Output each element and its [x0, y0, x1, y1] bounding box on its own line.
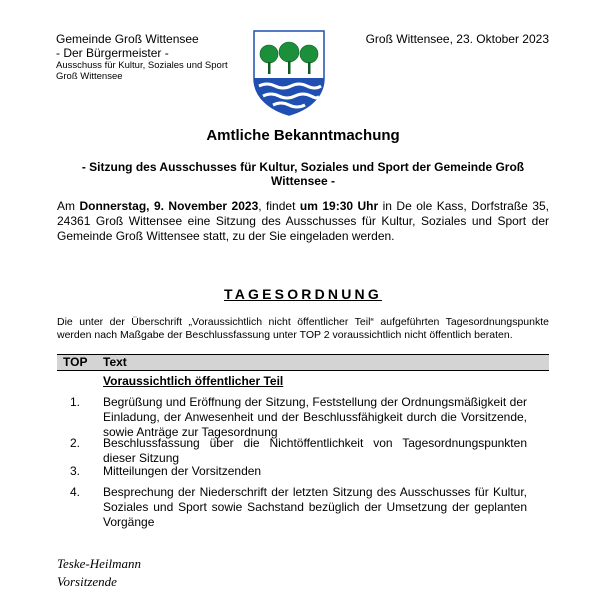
agenda-table-header [57, 354, 549, 371]
announcement-paragraph [57, 199, 549, 244]
agenda-item-number: 2. [69, 436, 80, 450]
page-title: Amtliche Bekanntmachung [206, 127, 400, 144]
agenda-item-text: Beschlussfassung über die Nichtöffentlichkeit von Tagesordnungspunkten dieser Sitzung [103, 436, 527, 465]
issuer-municipality: Gemeinde Groß Wittensee [56, 32, 199, 46]
issuer-committee: Ausschuss für Kultur, Soziales und Sport [56, 60, 228, 71]
agenda-item-number: 4. [69, 485, 80, 499]
meeting-time: um 19:30 Uhr [299, 199, 379, 213]
meeting-date: Donnerstag, 9. November 2023 [79, 199, 259, 213]
issuer-block [56, 32, 228, 82]
agenda-title: TAGESORDNUNG [224, 286, 382, 302]
announcement-text-3: in De ole Kass, Dorfstraße 35, 24361 Groß Wittensee eine Sitzung des Ausschusses für Kultur, Soziales und Sport der Gemeinde Groß Wittensee statt, zu der Sie eingeladen werden. [57, 199, 550, 243]
agenda-intro: Die unter der Überschrift „Voraussichtlich nicht öffentlicher Teil“ aufgeführten Tagesordnungspunkte werden nach Maßgabe der Beschlussfassung unter TOP 2 voraussichtlich nicht öffentlich beraten. [57, 316, 549, 341]
agenda-item-number: 3. [69, 464, 80, 478]
announcement-text-2: , findet [258, 199, 300, 213]
agenda-item-number: 1. [69, 395, 80, 409]
meeting-subtitle: - Sitzung des Ausschusses für Kultur, Soziales und Sport der Gemeinde Groß Wittensee - [81, 160, 525, 188]
issuer-mayor: - Der Bürgermeister - [56, 46, 169, 60]
agenda-item-text: Besprechung der Niederschrift der letzten Sitzung des Ausschusses für Kultur, Soziales und Sport sowie Sachstand bezüglich der Umsetzung der geplanten Vorgänge [103, 485, 527, 529]
signature-role: Vorsitzende [57, 574, 117, 589]
signature-name: Teske-Heilmann [57, 556, 142, 571]
announcement-text-1: Am [57, 199, 80, 213]
place-date: Groß Wittensee, 23. Oktober 2023 [365, 32, 549, 46]
coat-of-arms-icon [253, 30, 325, 116]
column-header-text: Text [103, 355, 127, 369]
column-header-top: TOP [63, 355, 88, 369]
agenda-item-text: Begrüßung und Eröffnung der Sitzung, Feststellung der Ordnungsmäßigkeit der Einladung, der Anwesenheit und der Beschlussfähigkeit durch die Vorsitzende, sowie Anträge zur Tagesordnung [103, 395, 527, 439]
agenda-item-text: Mitteilungen der Vorsitzenden [103, 464, 262, 478]
issuer-place: Groß Wittensee [56, 71, 123, 82]
public-section-heading: Voraussichtlich öffentlicher Teil [103, 374, 284, 388]
